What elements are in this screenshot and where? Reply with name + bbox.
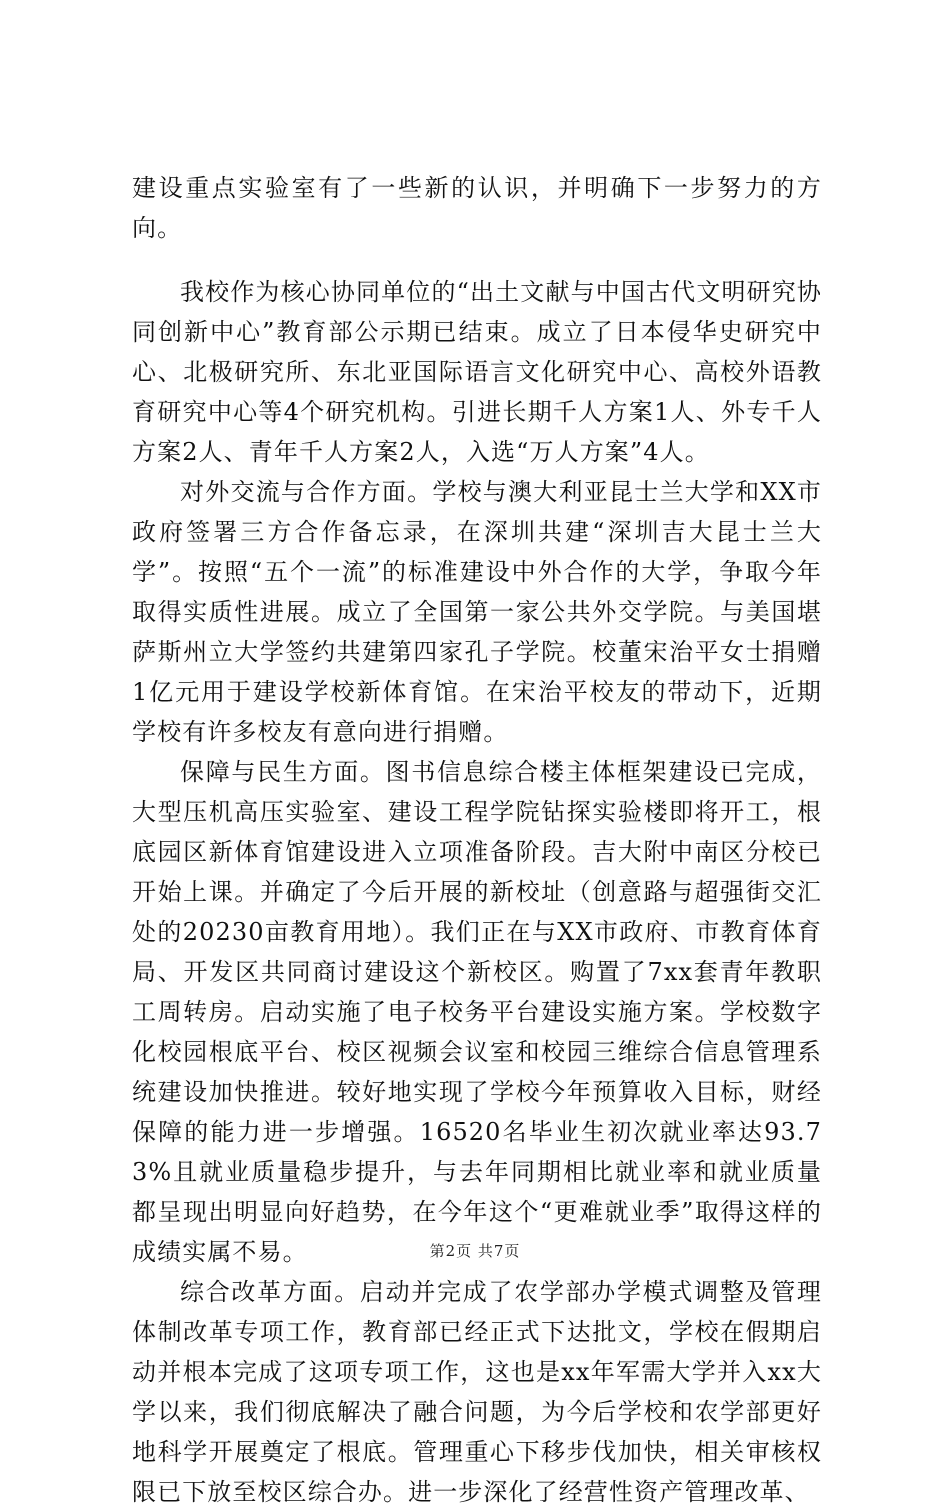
paragraph-research-centers: 我校作为核心协同单位的“出土文献与中国古代文明研究协同创新中心”教育部公示期已结束。成立了日本侵华史研究中心、北极研究所、东北亚国际语言文化研究中心、高校外语教育研究中心等4个研究机构。引进长期千人方案1人、外专千人方案2人、青年千人方案2人，入选“万人方案”4人。 <box>132 278 822 466</box>
page-footer: 第2页 共7页 <box>429 1242 521 1260</box>
paragraph-livelihood: 保障与民生方面。图书信息综合楼主体框架建设已完成，大型压机高压实验室、建设工程学院钻探实验楼即将开工，根底园区新体育馆建设进入立项准备阶段。吉大附中南区分校已开始上课。并确定了今后开展的新校址（创意路与超强街交汇处的20230亩教育用地）。我们正在与XX市政府、市教育体育局、开发区共同商讨建设这个新校区。购置了7xx套青年教职工周转房。启动实施了电子校务平台建设实施方案。学校数字化校园根底平台、校区视频会议室和校园三维综合信息管理系统建设加快推进。较好地实现了学校今年预算收入目标，财经保障的能力进一步增强。16520名毕业生初次就业率达93.73%且就业质量稳步提升，与去年同期相比就业率和就业质量都呈现出明显向好趋势，在今年这个“更难就业季”取得这样的成绩实属不易。 <box>132 758 822 1266</box>
paragraph-external-cooperation: 对外交流与合作方面。学校与澳大利亚昆士兰大学和XX市政府签署三方合作备忘录，在深圳共建“深圳吉大昆士兰大学”。按照“五个一流”的标准建设中外合作的大学，争取今年取得实质性进展。成立了全国第一家公共外交学院。与美国堪萨斯州立大学签约共建第四家孔子学院。校董宋治平女士捐赠1亿元用于建设学校新体育馆。在宋治平校友的带动下，近期学校有许多校友有意向进行捐赠。 <box>132 478 822 746</box>
paragraph-continuation: 建设重点实验室有了一些新的认识，并明确下一步努力的方向。 <box>132 174 822 242</box>
paragraph-reform: 综合改革方面。启动并完成了农学部办学模式调整及管理体制改革专项工作，教育部已经正式下达批文，学校在假期启动并根本完成了这项专项工作，这也是xx年军需大学并入xx大学以来，我们彻底解决了融合问题，为今后学校和农学部更好地科学开展奠定了根底。管理重心下移步伐加快，相关审核权限已下放至校区综合办。进一步深化了经营性资产管理改革、 <box>132 1278 822 1506</box>
document-body <box>132 168 822 1512</box>
